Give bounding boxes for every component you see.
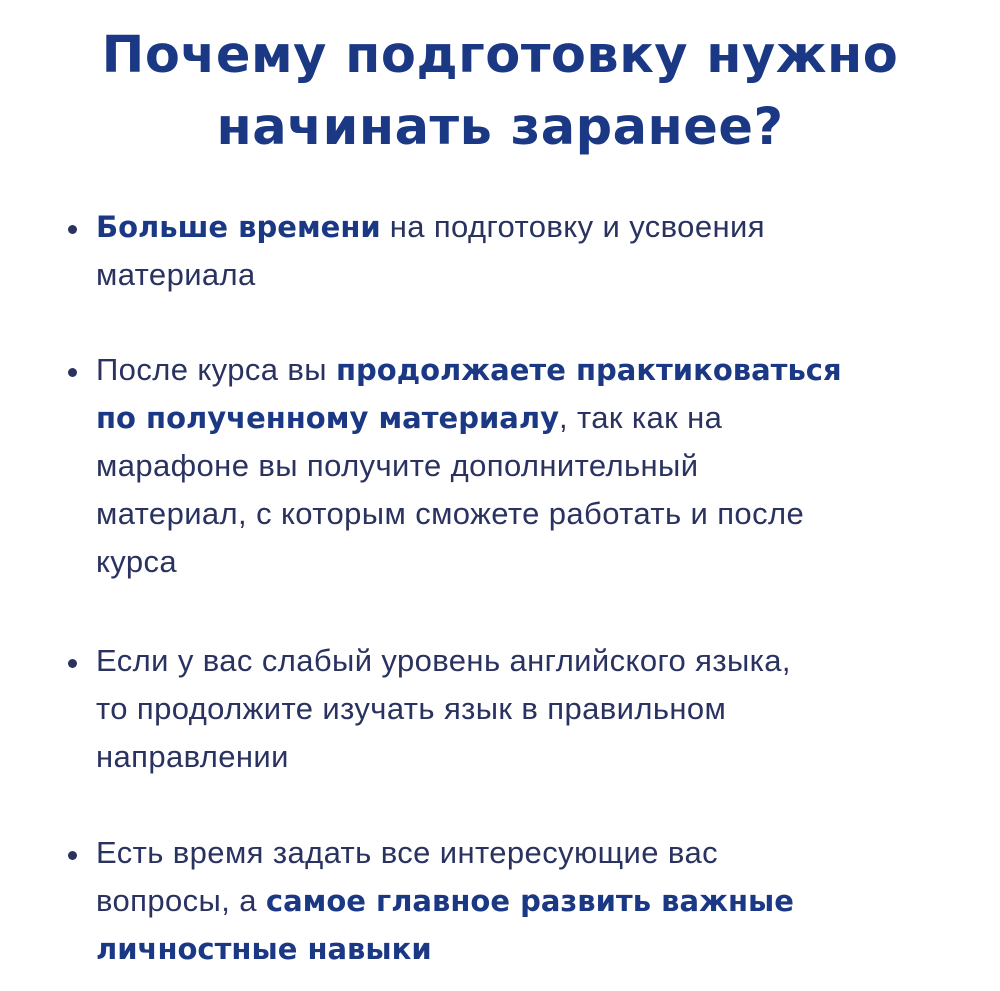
bullet-dot-icon [68,659,77,668]
bullet-bold-text: личностные навыки [96,932,432,966]
bullet-bold-text: по полученному материалу [96,401,559,435]
bullet-line [96,346,956,394]
bullet-regular-text: , так как на [558,400,723,435]
bullet-line [96,394,956,442]
bullet-regular-text: марафоне вы получите дополнительный [96,448,699,483]
bullet-line [96,538,956,586]
bullet-regular-text: направлении [96,739,289,774]
bullet-dot-icon [68,368,77,377]
bullet-line [96,251,956,299]
bullet-line [96,203,956,251]
bullet-regular-text: После курса вы [96,352,336,387]
bullet-line [96,490,956,538]
title-line-1: Почему подготовку нужно [101,26,899,85]
bullet-regular-text: Есть время задать все интересующие вас [96,835,718,870]
bullet-line [96,685,956,733]
bullet-regular-text: то продолжите изучать язык в правильном [96,691,727,726]
bullet-line [96,925,956,973]
bullet-regular-text: Если у вас слабый уровень английского языка, [96,643,791,678]
title-line-2: начинать заранее? [216,98,784,157]
bullet-line [96,733,956,781]
bullet-line [96,637,956,685]
bullet-dot-icon [68,225,77,234]
bullet-regular-text: на подготовку и усвоения [380,209,765,244]
bullet-text [96,203,956,299]
bullet-text [96,346,956,586]
bullet-dot-icon [68,851,77,860]
bullet-line [96,829,956,877]
bullet-regular-text: материала [96,257,256,292]
bullet-bold-text: Больше времени [96,210,381,244]
bullet-bold-text: продолжаете практиковаться [335,353,842,387]
page-title [0,20,1000,164]
bullet-bold-text: самое главное развить важные [265,884,794,918]
bullet-text [96,829,956,973]
bullet-regular-text: вопросы, а [96,883,266,918]
bullet-text [96,637,956,781]
bullet-regular-text: курса [96,544,178,579]
bullet-line [96,877,956,925]
bullet-line [96,442,956,490]
bullet-regular-text: материал, с которым сможете работать и после [96,496,805,531]
